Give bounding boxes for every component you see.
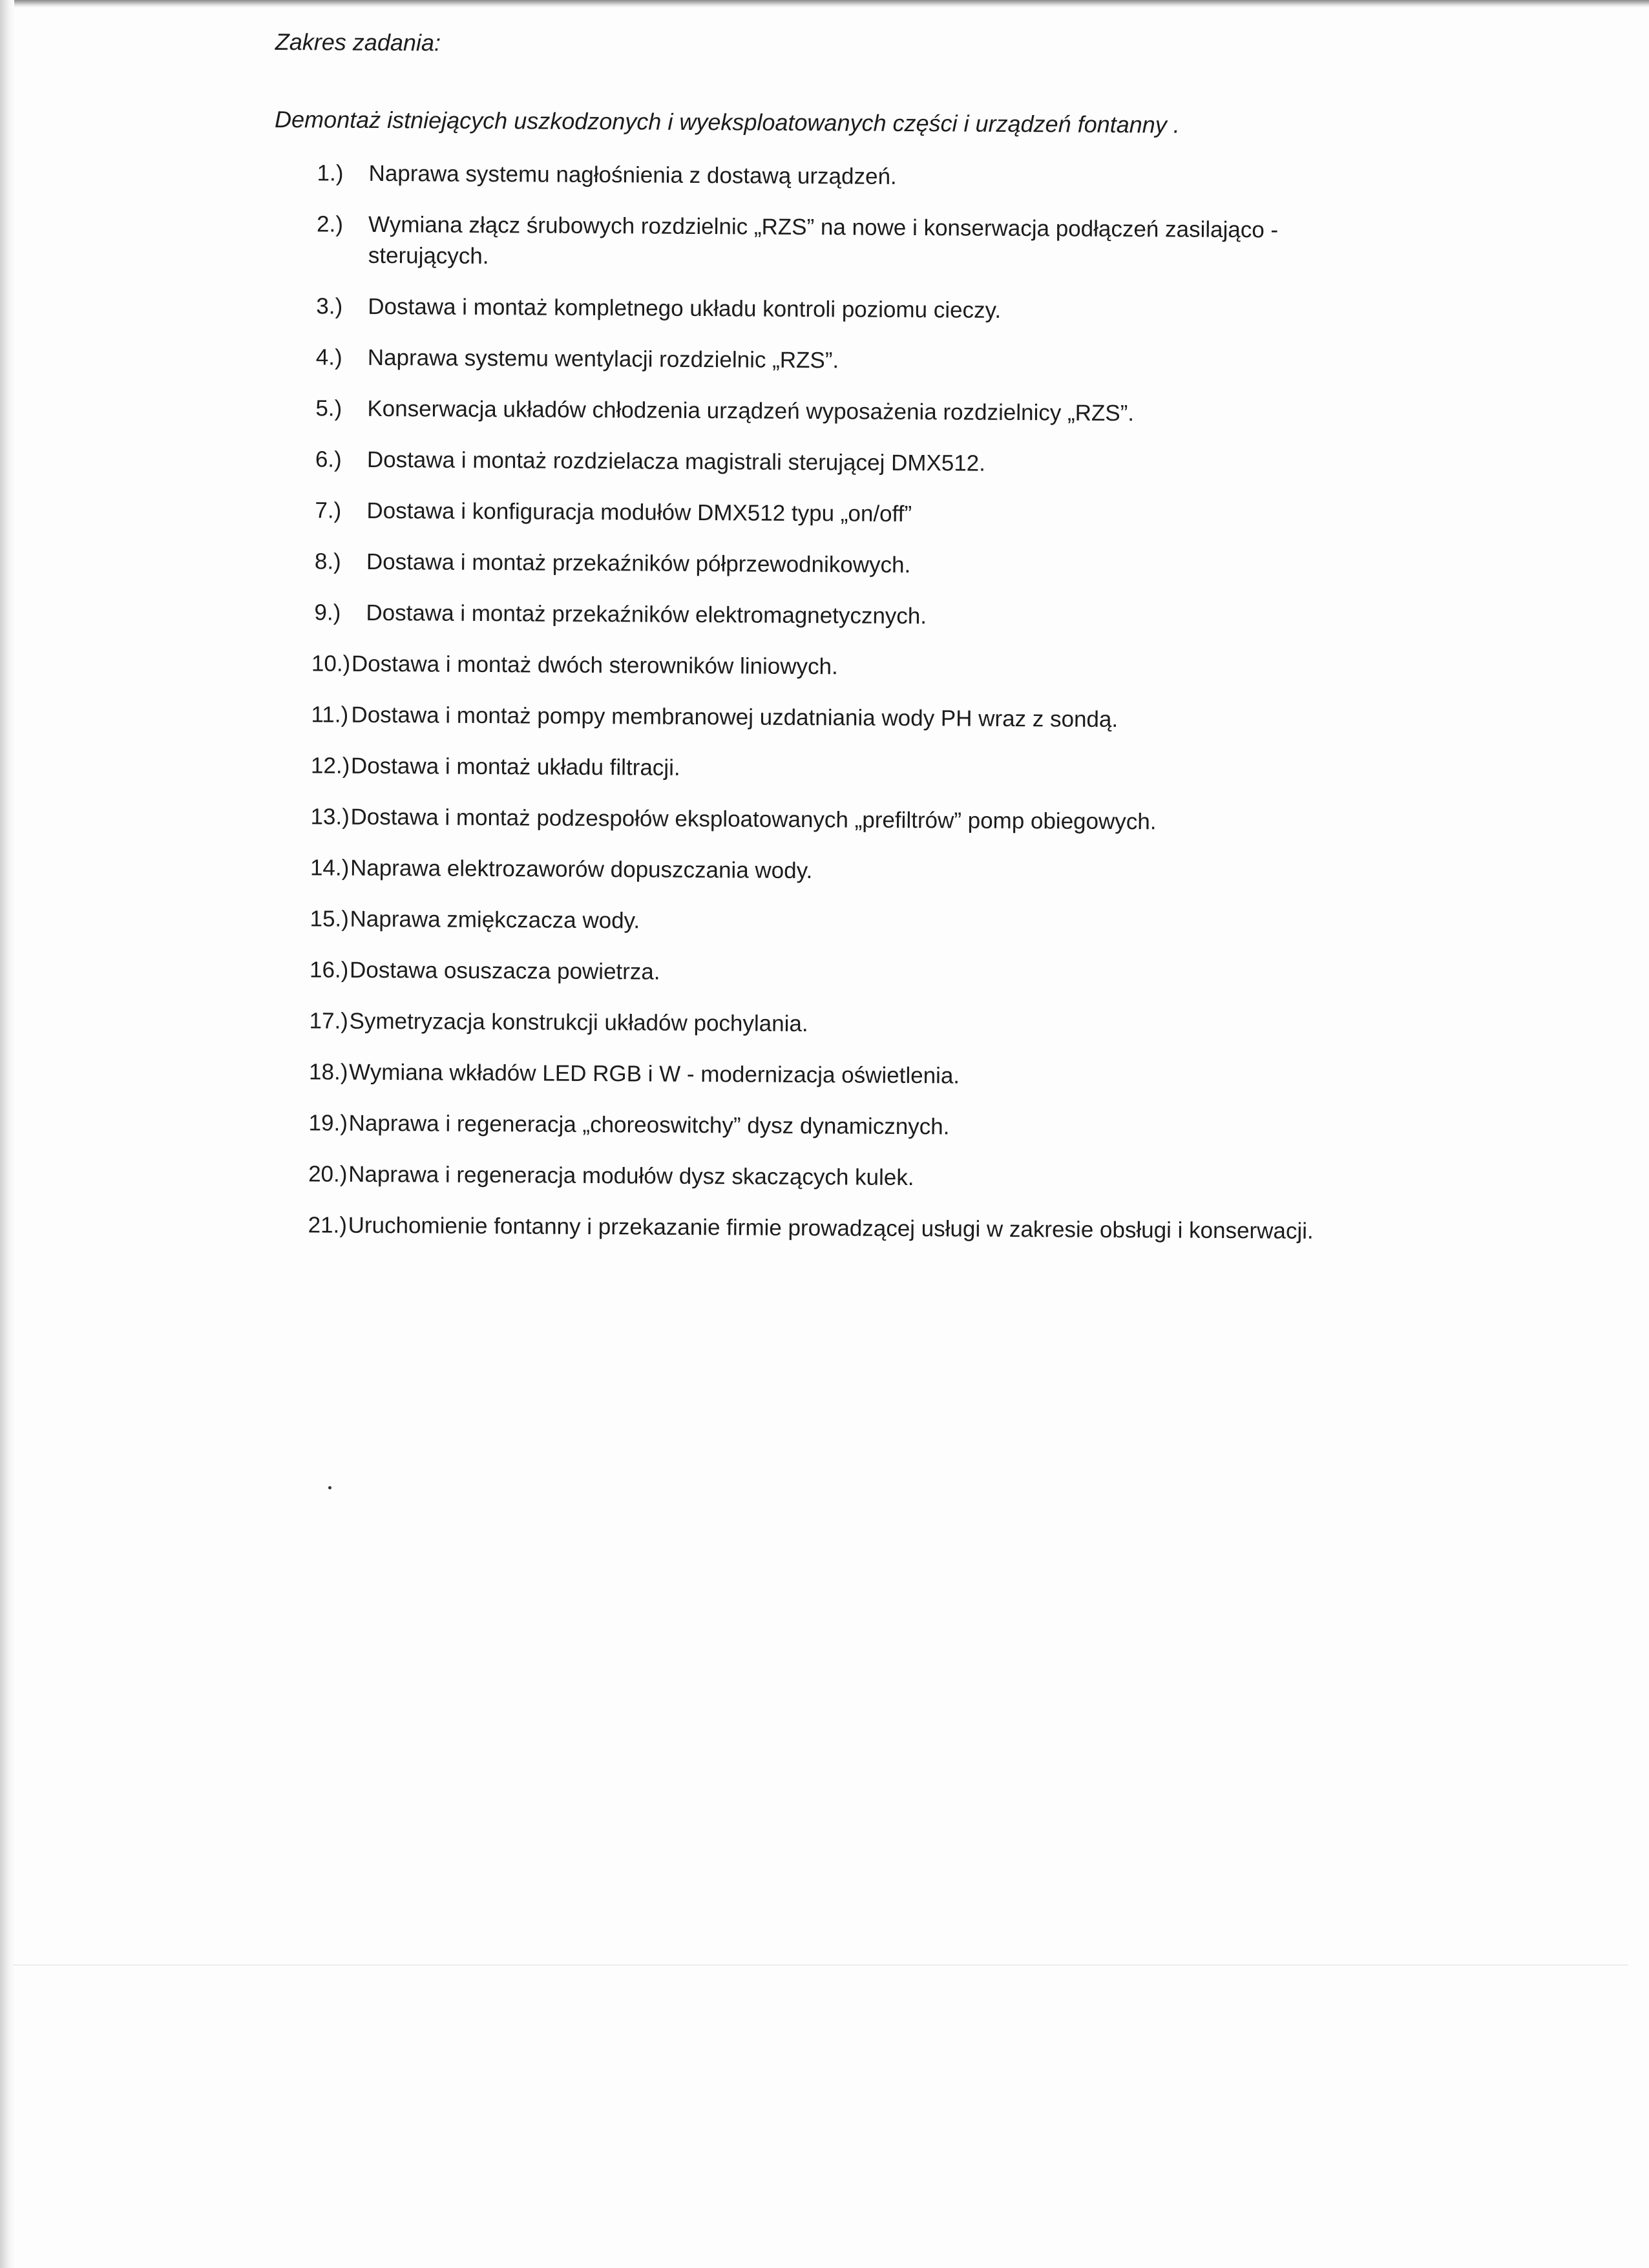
- item-text: Dostawa i konfiguracja modułów DMX512 typu „on/off”: [366, 498, 912, 527]
- item-number: 20.): [308, 1161, 348, 1187]
- list-item: [269, 1005, 1367, 1043]
- item-number: 1.): [317, 160, 344, 186]
- list-item: [268, 1108, 1367, 1145]
- item-text: Naprawa i regeneracja modułów dysz skaczących kulek.: [348, 1161, 914, 1191]
- item-number: 6.): [315, 446, 342, 472]
- list-item: [272, 495, 1371, 532]
- item-number: 3.): [316, 293, 343, 319]
- list-item: [273, 393, 1371, 430]
- scan-edge-top: [0, 0, 1649, 8]
- item-text: Dostawa i montaż podzespołów eksploatowanych „prefiltrów” pomp obiegowych.: [350, 804, 1157, 835]
- item-text: Dostawa i montaż kompletnego układu kontroli poziomu cieczy.: [368, 293, 1002, 323]
- item-text: Naprawa systemu wentylacji rozdzielnic „RZS”.: [367, 344, 839, 373]
- item-number: 11.): [311, 702, 349, 728]
- item-number: 5.): [315, 395, 342, 421]
- item-text: Dostawa i montaż układu filtracji.: [350, 753, 680, 781]
- list-item: [269, 954, 1368, 992]
- list-item: [274, 158, 1372, 195]
- list-item: [273, 444, 1371, 481]
- scan-artifact-line: [13, 1964, 1628, 1966]
- item-number: 14.): [310, 855, 350, 881]
- list-item: [272, 546, 1371, 583]
- item-number: 18.): [308, 1059, 348, 1085]
- list-item: [270, 801, 1369, 839]
- item-text: Konserwacja układów chłodzenia urządzeń wyposażenia rozdzielnicy „RZS”.: [367, 395, 1135, 426]
- list-item: [271, 699, 1369, 737]
- item-number: 21.): [308, 1212, 348, 1238]
- item-number: 2.): [317, 211, 344, 237]
- list-item: [271, 648, 1370, 686]
- list-item: [271, 750, 1369, 788]
- item-number: 19.): [308, 1110, 348, 1136]
- item-text: Naprawa systemu nagłośnienia z dostawą urządzeń.: [368, 160, 897, 189]
- item-number: 9.): [314, 600, 341, 625]
- list-item: [269, 903, 1368, 941]
- item-text: Dostawa i montaż dwóch sterowników liniowych.: [351, 651, 838, 680]
- item-text: Uruchomienie fontanny i przekazanie firmie prowadzącej usługi w zakresie obsługi i konserwacji.: [348, 1212, 1314, 1244]
- list-item: [271, 597, 1370, 635]
- item-number: 10.): [311, 651, 351, 677]
- item-text: Wymiana wkładów LED RGB i W - modernizacja oświetlenia.: [348, 1059, 960, 1089]
- list-item: [268, 1210, 1367, 1247]
- list-item: [273, 291, 1372, 328]
- item-text: Symetryzacja konstrukcji układów pochylania.: [349, 1008, 808, 1037]
- item-text: Naprawa i regeneracja „choreoswitchy” dysz dynamicznych.: [348, 1110, 950, 1140]
- scan-edge-left: [0, 0, 14, 2268]
- item-text: Dostawa osuszacza powietrza.: [349, 957, 660, 985]
- item-text: Dostawa i montaż przekaźników elektromagnetycznych.: [366, 600, 927, 629]
- list-item: [268, 1159, 1367, 1196]
- item-number: 17.): [309, 1008, 349, 1034]
- item-number: 16.): [309, 957, 349, 983]
- item-text: Dostawa i montaż rozdzielacza magistrali sterującej DMX512.: [366, 446, 986, 476]
- item-number: 7.): [315, 498, 342, 523]
- item-text: Naprawa zmiękczacza wody.: [350, 906, 640, 934]
- item-number: 8.): [314, 549, 341, 574]
- item-number: 12.): [310, 753, 350, 779]
- item-text: Naprawa elektrozaworów dopuszczania wody.: [350, 855, 813, 884]
- list-item: [273, 342, 1372, 379]
- item-number: 15.): [310, 906, 349, 932]
- item-number: 13.): [310, 804, 350, 830]
- item-number: 4.): [315, 344, 342, 370]
- document-page: [268, 26, 1374, 1267]
- document-heading: Zakres zadania:: [275, 28, 441, 56]
- list-item: [270, 852, 1369, 890]
- item-text: Wymiana złącz śrubowych rozdzielnic „RZS” na nowe i konserwacja podłączeń zasilająco - sterujących.: [368, 211, 1279, 269]
- document-intro: Demontaż istniejących uszkodzonych i wyeksploatowanych części i urządzeń fontanny .: [274, 105, 1180, 138]
- list-item: [269, 1056, 1367, 1094]
- item-text: Dostawa i montaż pompy membranowej uzdatniania wody PH wraz z sondą.: [351, 702, 1119, 732]
- scope-list: [268, 158, 1373, 1247]
- list-item: [274, 209, 1373, 277]
- stray-mark: [328, 1486, 331, 1489]
- item-text: Dostawa i montaż przekaźników półprzewodnikowych.: [366, 549, 911, 578]
